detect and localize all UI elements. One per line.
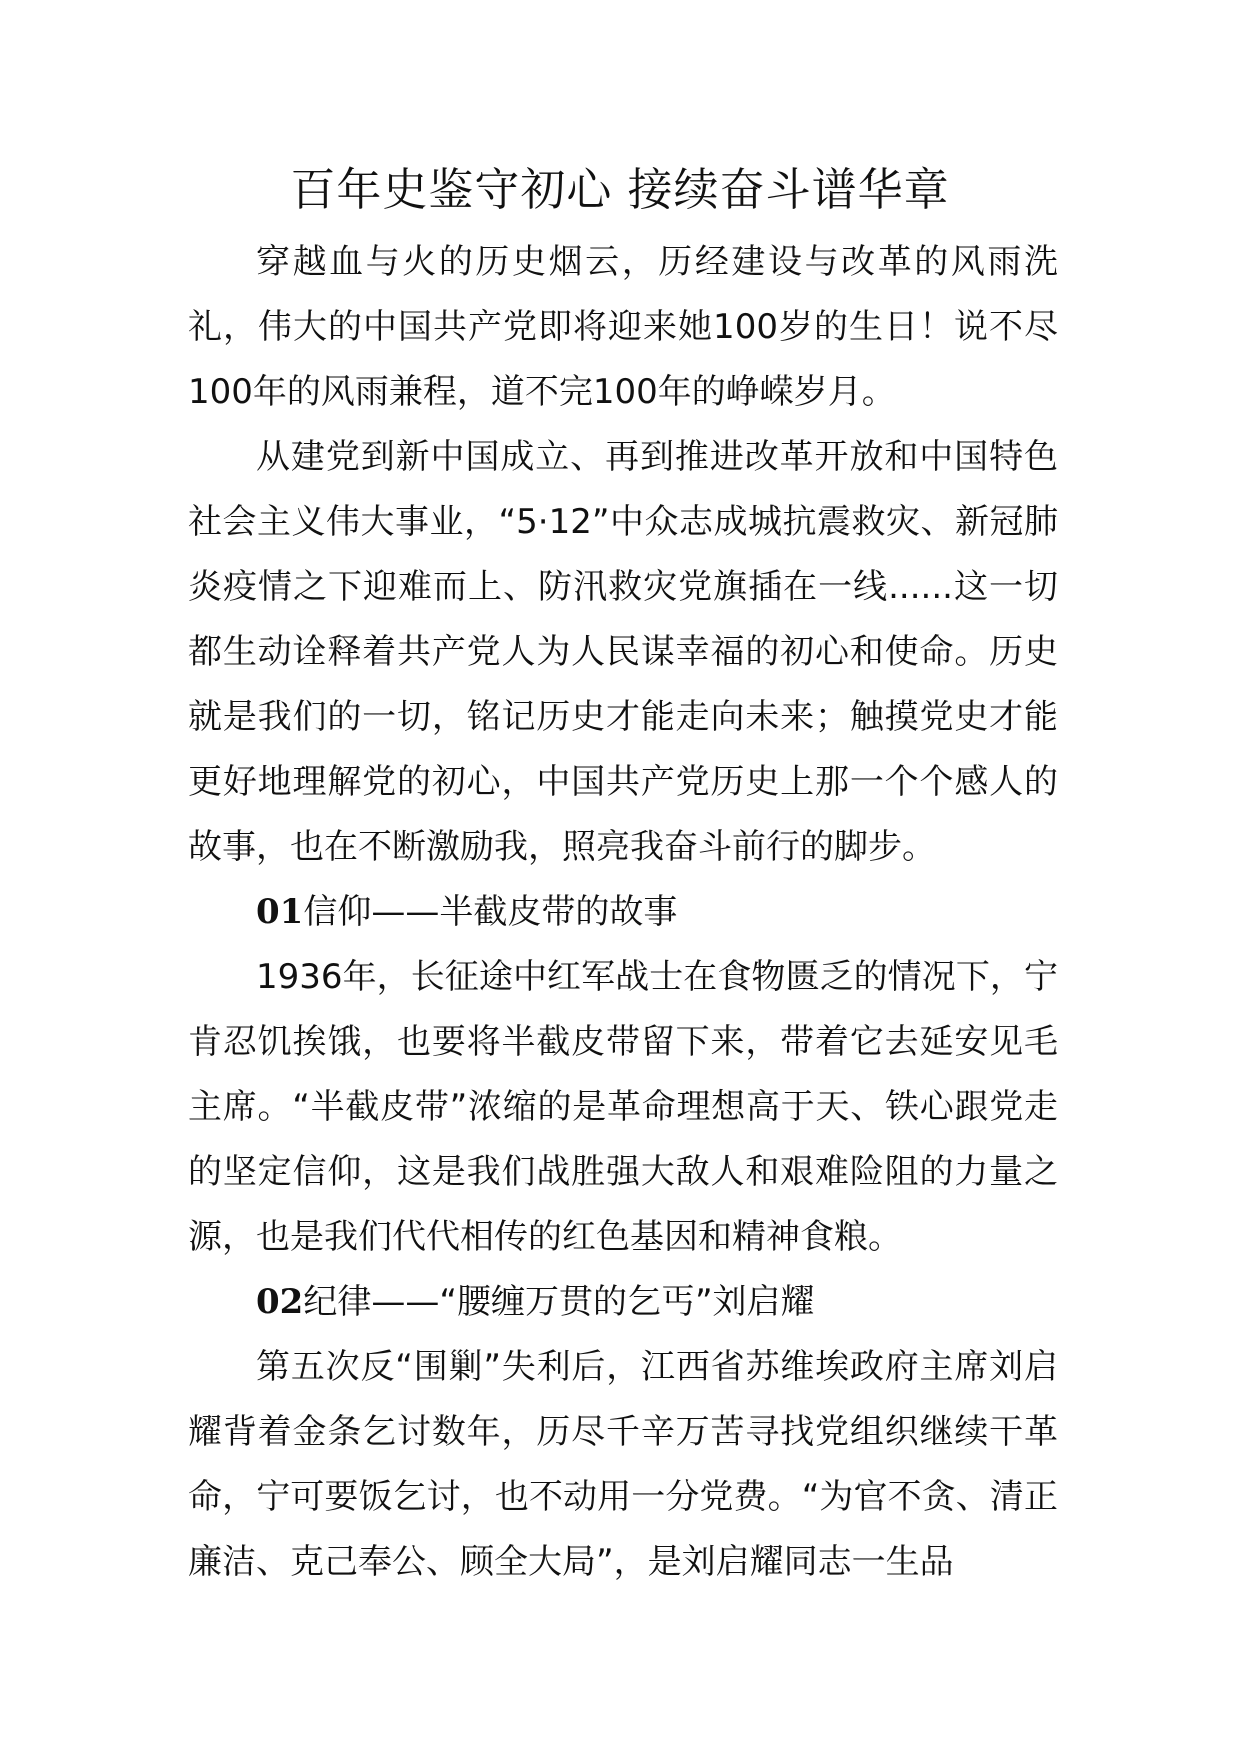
paragraph-intro: 穿越血与火的历史烟云，历经建设与改革的风雨洗礼，伟大的中国共产党即将迎来她100岁的生日！说不尽100年的风雨兼程，道不完100年的峥嵘岁月。 <box>188 242 1058 412</box>
paragraph-belt-story: 1936年，长征途中红军战士在食物匮乏的情况下，宁肯忍饥挨饿，也要将半截皮带留下来，带着它去延安见毛主席。“半截皮带”浓缩的是革命理想高于天、铁心跟党走的坚定信仰，这是我们战胜强大敌人和艰难险阻的力量之源，也是我们代代相传的红色基因和精神食粮。 <box>188 957 1058 1257</box>
article-body <box>188 230 1058 1595</box>
section-number: 01 <box>256 892 304 932</box>
page-title: 百年史鉴守初心 接续奋斗谱华章 <box>290 163 950 216</box>
section-heading-faith <box>188 880 1058 945</box>
paragraph-liu-qiyao: 第五次反“围剿”失利后，江西省苏维埃政府主席刘启耀背着金条乞讨数年，历尽千辛万苦寻找党组织继续干革命，宁可要饭乞讨，也不动用一分党费。“为官不贪、清正廉洁、克己奉公、顾全大局”，是刘启耀同志一生品 <box>188 1347 1058 1582</box>
section-heading-discipline <box>188 1270 1058 1335</box>
paragraph-history: 从建党到新中国成立、再到推进改革开放和中国特色社会主义伟大事业，“5·12”中众志成城抗震救灾、新冠肺炎疫情之下迎难而上、防汛救灾党旗插在一线......这一切都生动诠释着共产党人为人民谋幸福的初心和使命。历史就是我们的一切，铭记历史才能走向未来；触摸党史才能更好地理解党的初心，中国共产党历史上那一个个感人的故事，也在不断激励我，照亮我奋斗前行的脚步。 <box>188 437 1058 867</box>
section-title: 纪律——“腰缠万贯的乞丐”刘启耀 <box>303 1282 815 1322</box>
section-number: 02 <box>256 1282 304 1322</box>
section-title: 信仰——半截皮带的故事 <box>303 892 678 932</box>
